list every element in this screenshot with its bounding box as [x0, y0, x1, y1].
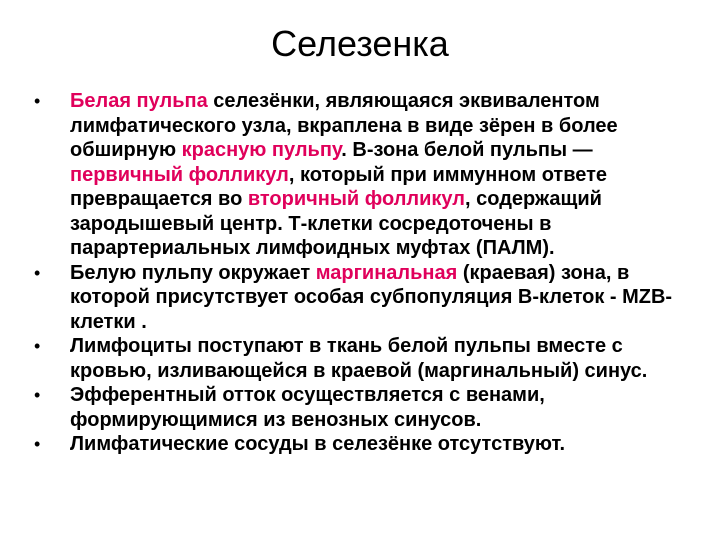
highlighted-term: маргинальная [315, 261, 458, 284]
bullet-dot-icon: • [34, 434, 41, 454]
bullet-text: Лимфоциты поступают в ткань белой пульпы вместе с кровью, изливающейся в краевой (маргинальный) синус. [70, 335, 648, 382]
highlighted-term: вторичный фолликул [247, 188, 465, 210]
bullet-item [34, 432, 702, 457]
bullet-item [34, 383, 702, 432]
bullet-list [34, 89, 702, 457]
highlighted-term: первичный фолликул [70, 163, 289, 186]
bullet-text: , содержащий зародышевый центр. Т-клетки сосредоточены в парартериальных лимфоидных муфтах (ПАЛМ). [70, 188, 602, 259]
bullet-item [34, 261, 702, 335]
bullet-dot-icon: • [34, 91, 41, 111]
bullet-item [34, 334, 702, 383]
slide-title: Селезенка [271, 23, 449, 64]
bullet-text: Лимфатические сосуды в селезёнке отсутствуют. [70, 433, 566, 455]
bullet-text: Белую пульпу окружает [70, 261, 316, 284]
highlighted-term: красную пульпу [181, 139, 342, 161]
bullet-dot-icon: • [34, 262, 41, 283]
bullet-text: (краевая) зона, в которой присутствует особая субпопуляция В-клеток - MZB-клетки . [70, 261, 673, 333]
bullet-text: Эфферентный отток осуществляется с венами, формирующимися из венозных синусов. [70, 384, 545, 431]
bullet-text: , который при иммунном ответе превращается во [70, 163, 608, 210]
bullet-dot-icon: • [34, 336, 41, 356]
bullet-item [34, 89, 702, 261]
highlighted-term: Белая пульпа [70, 90, 208, 112]
bullet-text: . В-зона белой пульпы — [341, 139, 593, 161]
bullet-text: селезёнки, являющаяся эквивалентом лимфатического узла, вкраплена в виде зёрен в более обширную [70, 90, 618, 161]
bullet-dot-icon: • [34, 385, 41, 405]
